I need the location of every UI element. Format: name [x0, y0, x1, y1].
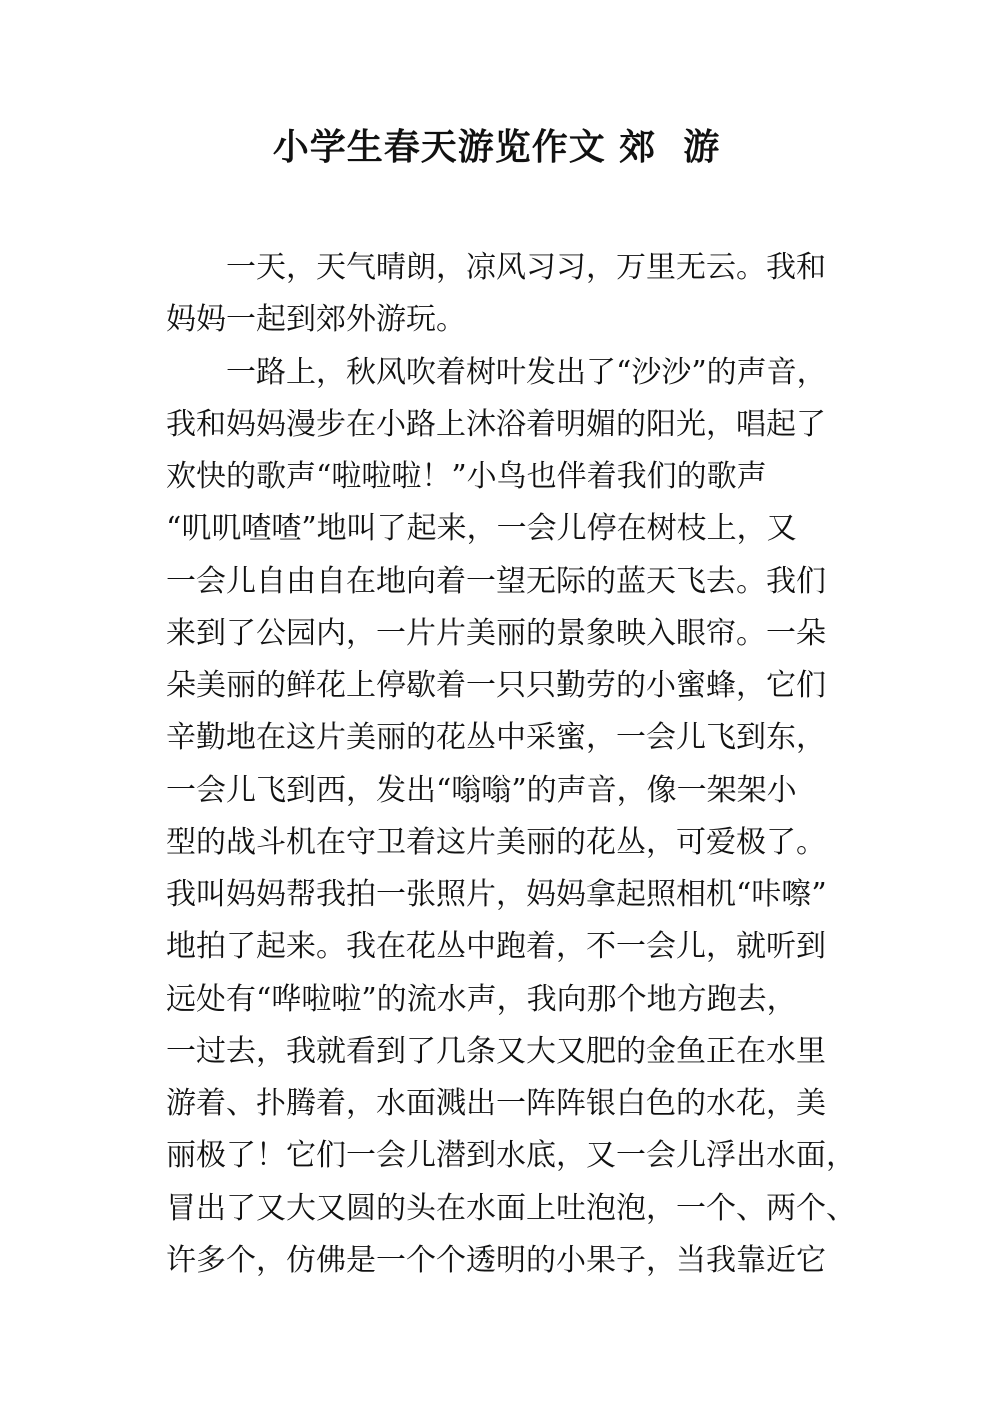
paragraph-line: 型的战斗机在守卫着这片美丽的花丛，可爱极了。	[166, 824, 826, 860]
paragraph-line: 我叫妈妈帮我拍一张照片，妈妈拿起照相机“咔嚓”	[166, 877, 827, 912]
paragraph-line: 一天，天气晴朗，凉风习习，万里无云。我和	[226, 250, 826, 285]
paragraph-line: 远处有“哗啦啦”的流水声，我向那个地方跑去，	[166, 981, 797, 1017]
paragraph-line: 丽极了！它们一会儿潜到水底，又一会儿浮出水面，	[166, 1138, 856, 1174]
paragraph-line: 我和妈妈漫步在小路上沐浴着明媚的阳光，唱起了	[166, 406, 826, 442]
paragraph-line: 辛勤地在这片美丽的花丛中采蜜，一会儿飞到东，	[166, 720, 826, 756]
paragraph-line: 欢快的歌声“啦啦啦！”小鸟也伴着我们的歌声	[166, 459, 767, 494]
document-title: 小学生春天游览作文 郊 游	[272, 127, 721, 168]
paragraph-line: 一过去，我就看到了几条又大又肥的金鱼正在水里	[166, 1033, 826, 1069]
paragraph-line: “叽叽喳喳”地叫了起来，一会儿停在树枝上，又	[166, 511, 797, 547]
paragraph-line: 冒出了又大又圆的头在水面上吐泡泡，一个、两个、	[166, 1190, 856, 1226]
document-body	[166, 242, 866, 1287]
paragraph-line: 来到了公园内，一片片美丽的景象映入眼帘。一朵	[166, 615, 826, 651]
paragraph-line: 游着、扑腾着，水面溅出一阵阵银白色的水花，美	[166, 1086, 826, 1121]
paragraph-line: 一路上，秋风吹着树叶发出了“沙沙”的声音，	[226, 354, 827, 390]
paragraph-line: 朵美丽的鲜花上停歇着一只只勤劳的小蜜蜂，它们	[166, 668, 826, 703]
paragraph-line: 许多个，仿佛是一个个透明的小果子，当我靠近它	[166, 1242, 826, 1278]
paragraph-line: 地拍了起来。我在花丛中跑着，不一会儿，就听到	[166, 929, 826, 965]
paragraph-line: 妈妈一起到郊外游玩。	[166, 302, 466, 338]
paragraph-line: 一会儿飞到西，发出“嗡嗡”的声音，像一架架小	[166, 772, 797, 808]
paragraph-line: 一会儿自由自在地向着一望无际的蓝天飞去。我们	[166, 563, 826, 599]
